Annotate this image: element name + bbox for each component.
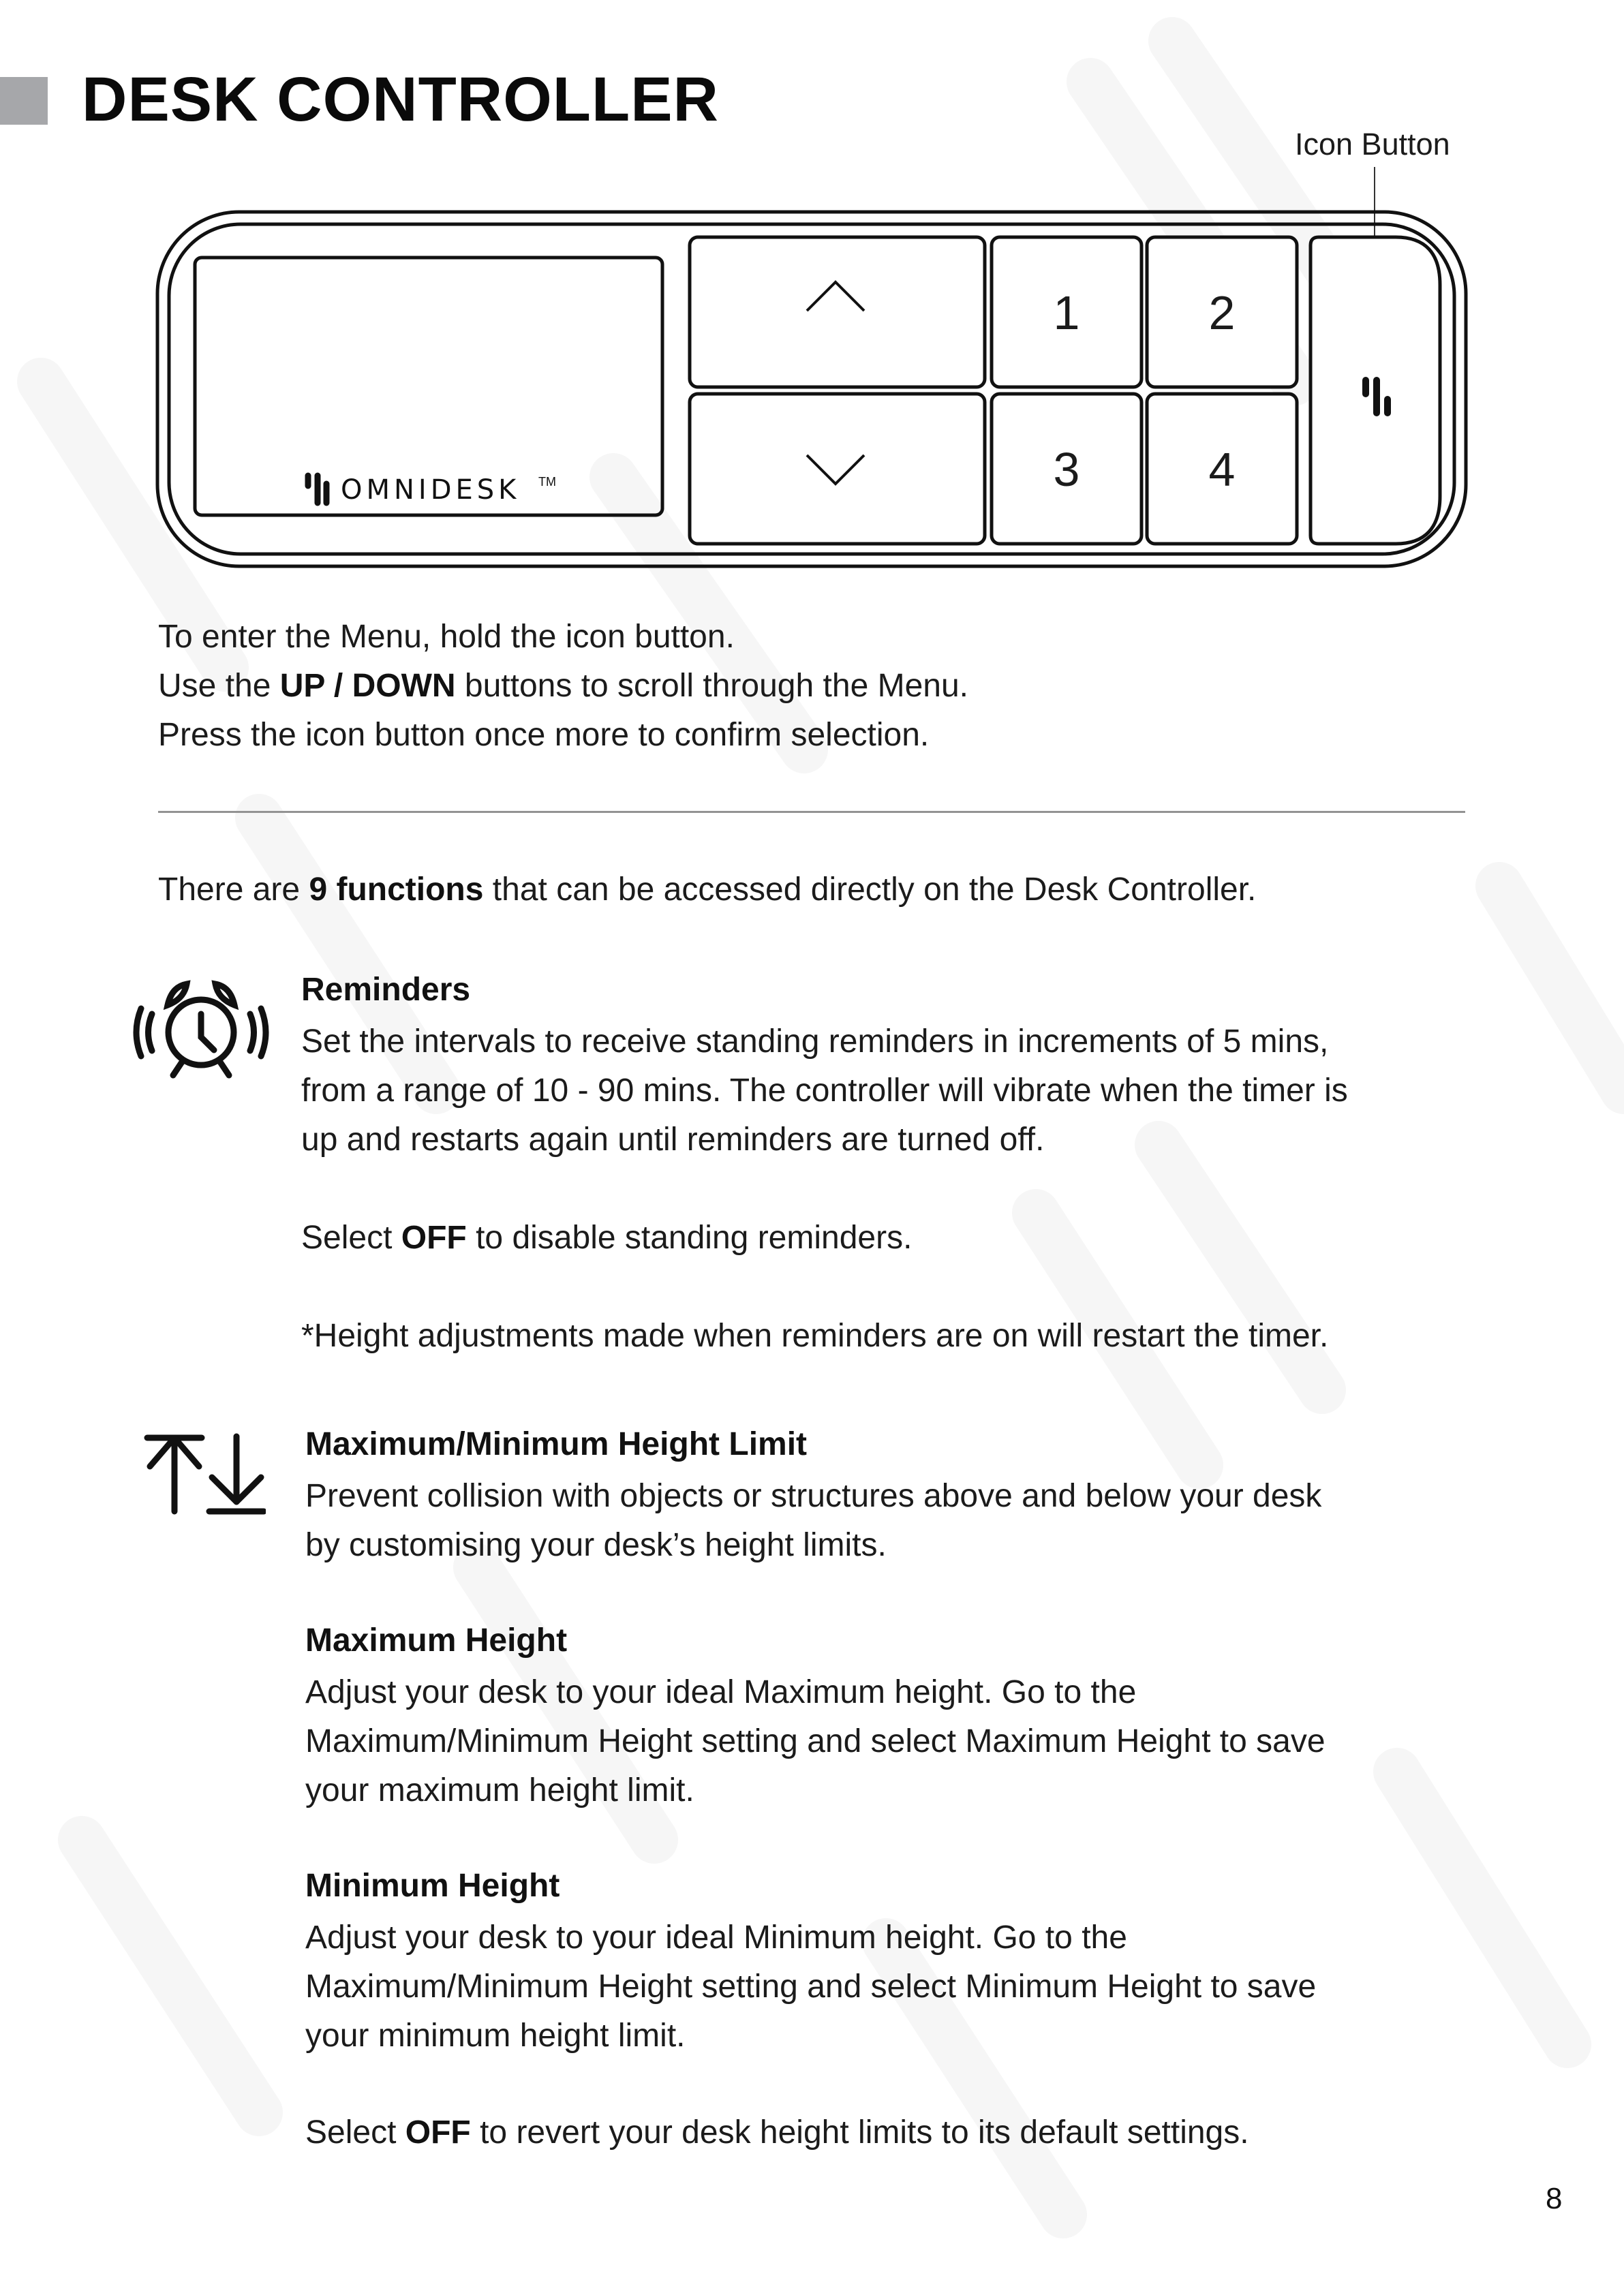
minimum-height-line-3: your minimum height limit. bbox=[305, 2018, 686, 2054]
reminders-heading: Reminders bbox=[301, 972, 471, 1008]
minimum-height-line-1: Adjust your desk to your ideal Minimum height. Go to the bbox=[305, 1920, 1127, 1956]
section-divider bbox=[158, 811, 1465, 813]
preset-button-1[interactable] bbox=[992, 237, 1142, 387]
reminders-footnote: *Height adjustments made when reminders are on will restart the timer. bbox=[301, 1318, 1329, 1354]
alarm-clock-icon bbox=[129, 974, 273, 1083]
preset-button-2[interactable] bbox=[1147, 237, 1297, 387]
down-button[interactable] bbox=[690, 394, 985, 544]
minimum-height-heading: Minimum Height bbox=[305, 1868, 560, 1904]
icon-button-callout-label: Icon Button bbox=[1295, 127, 1450, 161]
up-down-emphasis: UP / DOWN bbox=[279, 668, 456, 704]
intro-line-2-pre: Use the bbox=[158, 668, 280, 704]
height-limit-body-line-2: by customising your desk’s height limits. bbox=[305, 1527, 887, 1563]
maximum-height-line-2: Maximum/Minimum Height setting and select Maximum Height to save bbox=[305, 1723, 1326, 1759]
intro-line-2 bbox=[158, 662, 968, 711]
preset-2-label: 2 bbox=[1208, 286, 1236, 339]
reminders-off-note bbox=[301, 1214, 912, 1263]
off-emphasis: OFF bbox=[405, 2114, 471, 2151]
intro-line-2-post: buttons to scroll through the Menu. bbox=[455, 668, 968, 704]
height-off-pre: Select bbox=[305, 2114, 405, 2151]
intro-line-1: To enter the Menu, hold the icon button. bbox=[158, 619, 735, 655]
preset-button-3[interactable] bbox=[992, 394, 1142, 544]
intro-line-3: Press the icon button once more to confirm selection. bbox=[158, 717, 930, 753]
preset-4-label: 4 bbox=[1208, 443, 1236, 496]
reminders-body-line-1: Set the intervals to receive standing reminders in increments of 5 mins, bbox=[301, 1023, 1329, 1060]
reminders-body-line-3: up and restarts again until reminders are turned off. bbox=[301, 1122, 1045, 1158]
maximum-height-heading: Maximum Height bbox=[305, 1622, 568, 1659]
page-title: DESK CONTROLLER bbox=[82, 65, 719, 134]
up-button[interactable] bbox=[690, 237, 985, 387]
minimum-height-line-2: Maximum/Minimum Height setting and select Minimum Height to save bbox=[305, 1969, 1317, 2005]
preset-1-label: 1 bbox=[1053, 286, 1080, 339]
preset-3-label: 3 bbox=[1053, 443, 1080, 496]
omnidesk-logo-text: OMNIDESK bbox=[341, 474, 521, 506]
reminders-off-post: to disable standing reminders. bbox=[466, 1220, 913, 1256]
functions-intro-post: that can be accessed directly on the Desk Controller. bbox=[483, 872, 1257, 908]
functions-intro-pre: There are bbox=[158, 872, 309, 908]
preset-button-4[interactable] bbox=[1147, 394, 1297, 544]
trademark-symbol: TM bbox=[538, 475, 556, 489]
title-accent-square bbox=[0, 77, 48, 125]
icon-button[interactable] bbox=[1311, 237, 1440, 544]
height-off-post: to revert your desk height limits to its default settings. bbox=[470, 2114, 1249, 2151]
omnidesk-logo bbox=[308, 474, 556, 506]
page-number: 8 bbox=[1546, 2182, 1563, 2215]
desk-controller-diagram bbox=[155, 210, 1471, 578]
height-limit-body-line-1: Prevent collision with objects or structures above and below your desk bbox=[305, 1478, 1322, 1514]
reminders-body-line-2: from a range of 10 - 90 mins. The controller will vibrate when the timer is bbox=[301, 1073, 1348, 1109]
reminders-off-pre: Select bbox=[301, 1220, 401, 1256]
maximum-height-line-1: Adjust your desk to your ideal Maximum height. Go to the bbox=[305, 1674, 1137, 1710]
height-limit-off-note bbox=[305, 2108, 1249, 2157]
functions-intro bbox=[158, 865, 1256, 914]
maximum-height-line-3: your maximum height limit. bbox=[305, 1772, 694, 1808]
height-limit-arrows-icon bbox=[143, 1431, 266, 1520]
height-limit-heading: Maximum/Minimum Height Limit bbox=[305, 1426, 808, 1462]
off-emphasis: OFF bbox=[401, 1220, 467, 1256]
functions-count-emphasis: 9 functions bbox=[309, 872, 484, 908]
